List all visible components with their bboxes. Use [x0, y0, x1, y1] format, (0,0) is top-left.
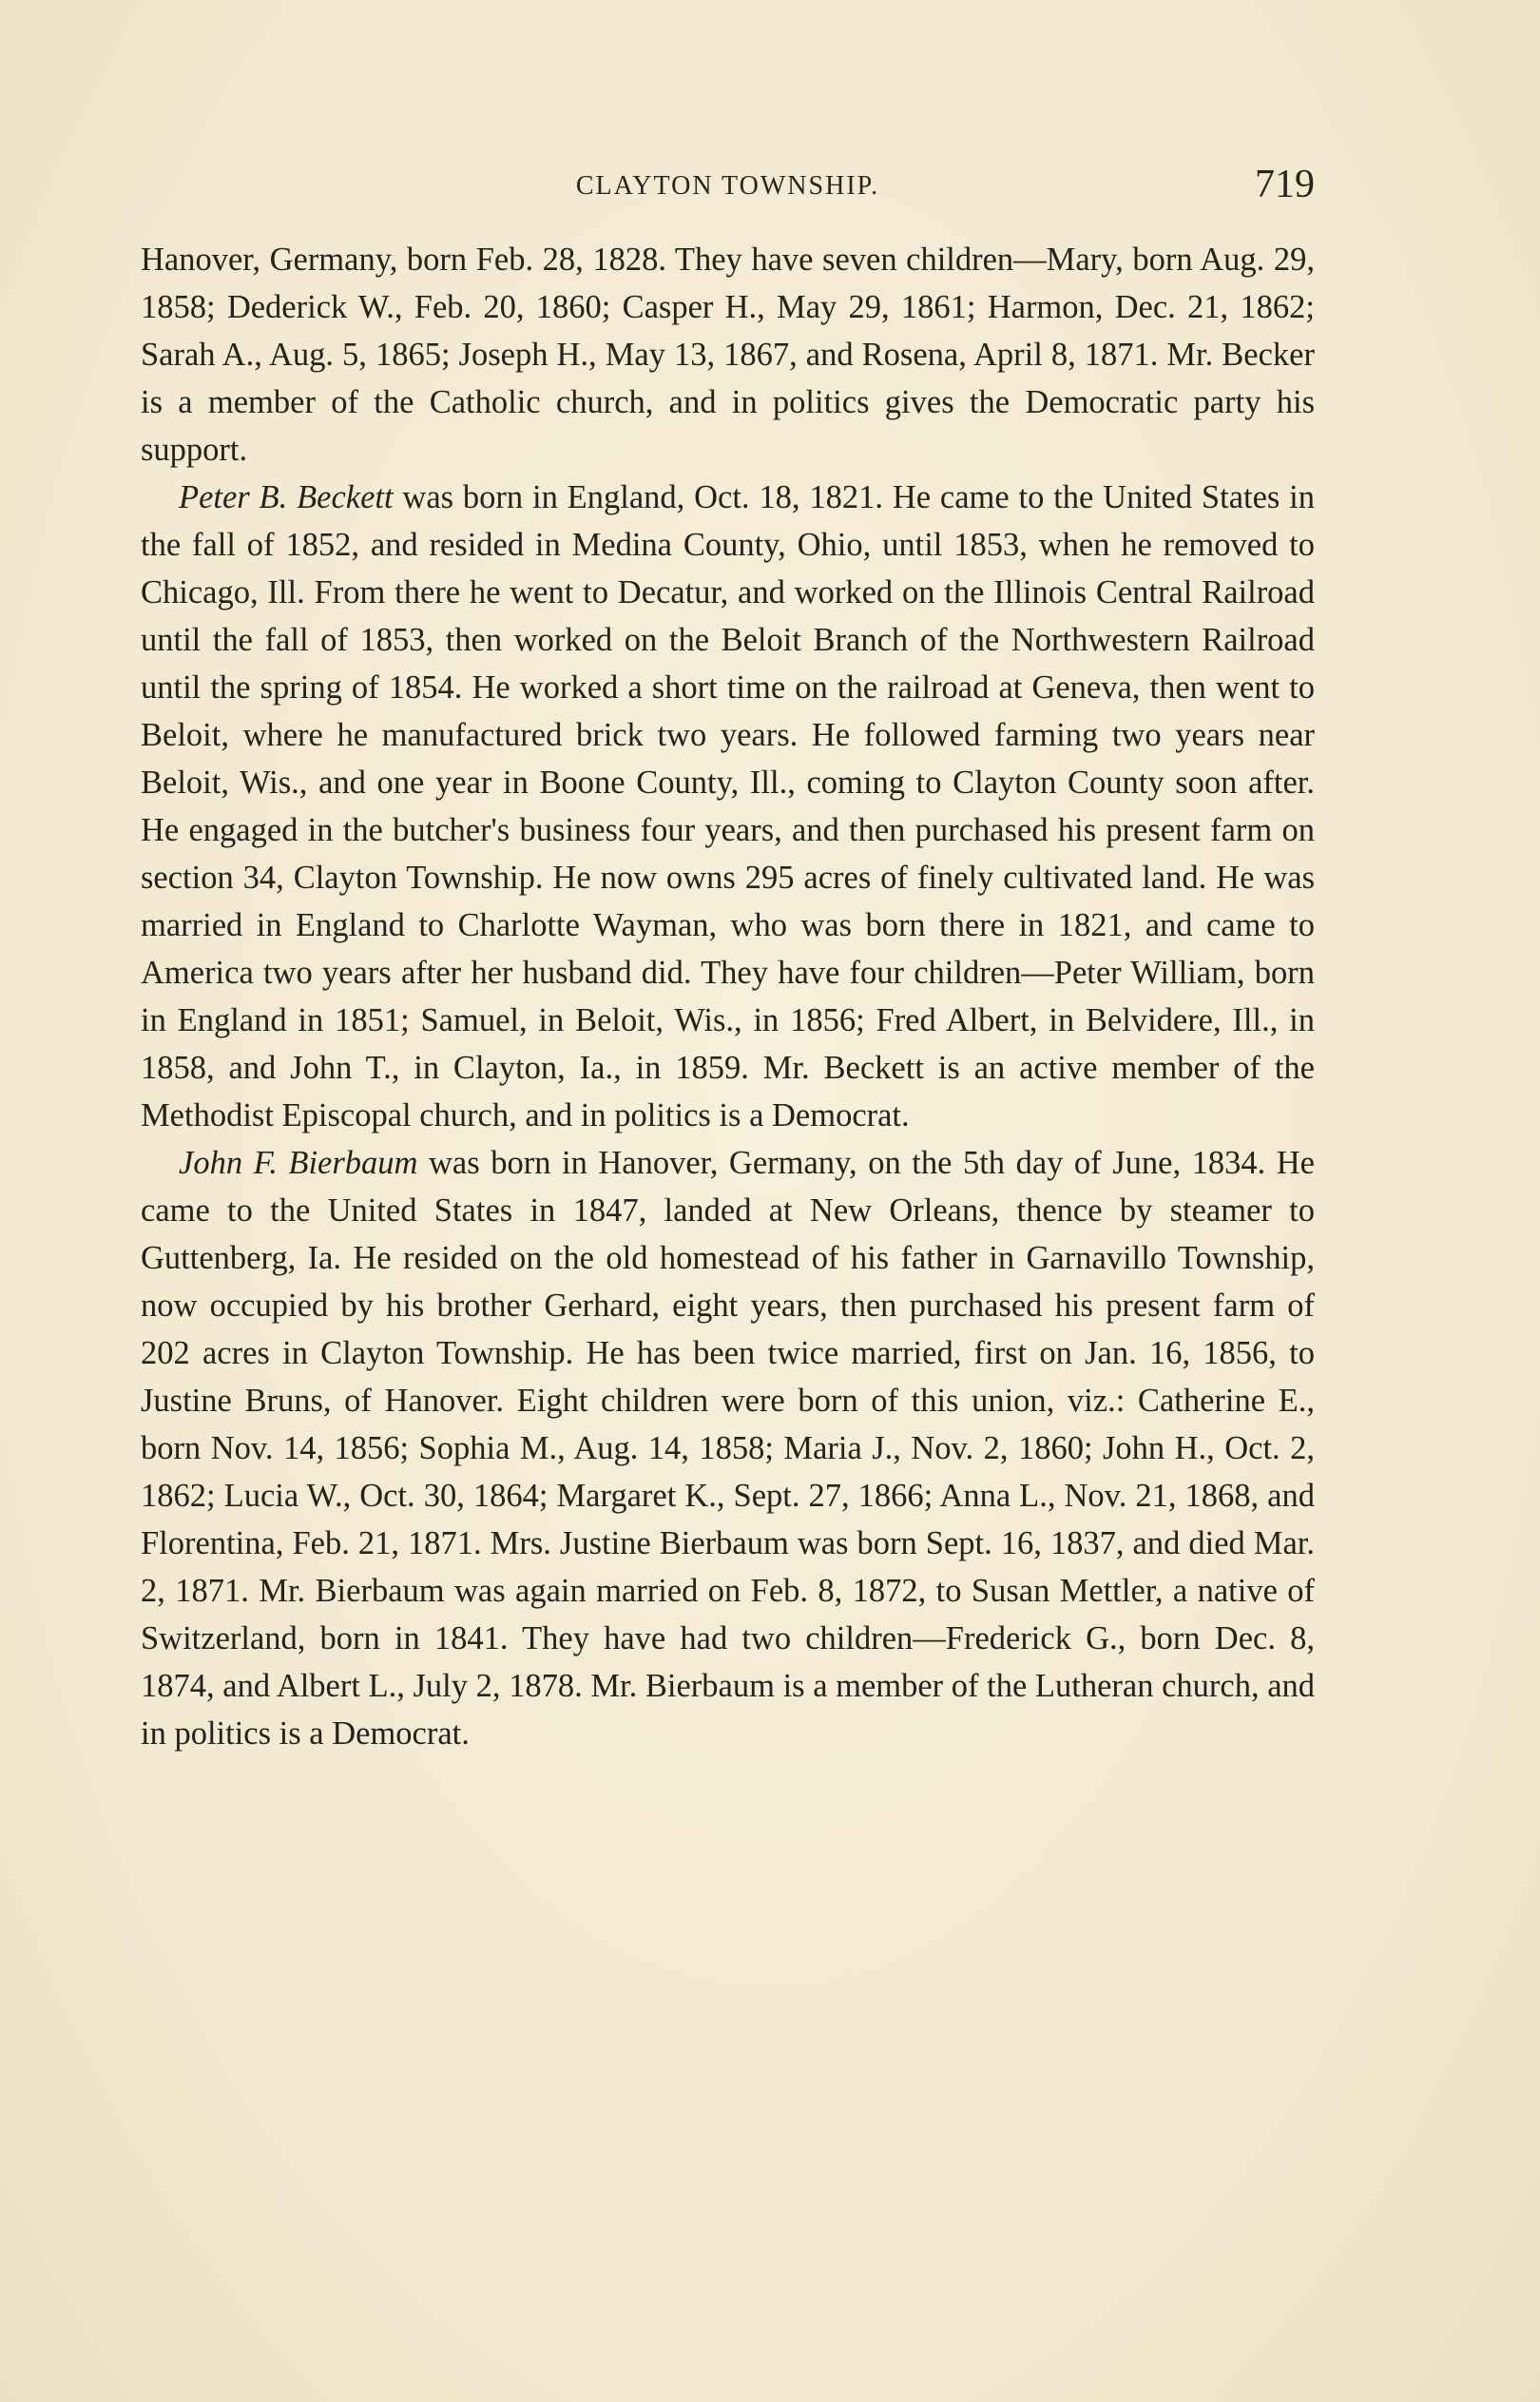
page-number: 719: [1255, 163, 1315, 206]
person-name: Peter B. Beckett: [179, 479, 394, 515]
paragraph-bierbaum: [141, 1139, 1315, 1757]
page-header: [141, 162, 1315, 219]
paragraph-text: was born in England, Oct. 18, 1821. He came to the United States in the fall of 1852, and resided in Medina County, Ohio, until 1853, when he removed to Chicago, Ill. From there he went to Decatur, and worked on the Illinois Central Railroad until the fall of 1853, then worked on the Beloit Branch of the Northwestern Railroad until the spring of 1854. He worked a short time on the railroad at Geneva, then went to Beloit, where he manufactured brick two years. He followed farming two years near Beloit, Wis., and one year in Boone County, Ill., coming to Clayton County soon after. He engaged in the butcher's business four years, and then purchased his present farm on section 34, Clayton Township. He now owns 295 acres of finely cultivated land. He was married in England to Charlotte Wayman, who was born there in 1821, and came to America two years after her husband did. They have four children—Peter William, born in England in 1851; Samuel, in Beloit, Wis., in 1856; Fred Albert, in Belvidere, Ill., in 1858, and John T., in Clayton, Ia., in 1859. Mr. Beckett is an active member of the Methodist Episcopal church, and in politics is a Democrat.: [141, 479, 1316, 1133]
person-name: John F. Bierbaum: [179, 1145, 418, 1181]
paragraph-text: Hanover, Germany, born Feb. 28, 1828. They have seven children—Mary, born Aug. 29, 1858; Dederick W., Feb. 20, 1860; Casper H., May 29, 1861; Harmon, Dec. 21, 1862; Sarah A., Aug. 5, 1865; Joseph H., May 13, 1867, and Rosena, April 8, 1871. Mr. Becker is a member of the Catholic church, and in politics gives the Democratic party his support.: [141, 242, 1315, 468]
paragraph-text: was born in Hanover, Germany, on the 5th day of June, 1834. He came to the United States in 1847, landed at New Orleans, thence by steamer to Guttenberg, Ia. He resided on the old homestead of his father in Garnavillo Township, now occupied by his brother Gerhard, eight years, then purchased his present farm of 202 acres in Clayton Township. He has been twice married, first on Jan. 16, 1856, to Justine Bruns, of Hanover. Eight children were born of this union, viz.: Catherine E., born Nov. 14, 1856; Sophia M., Aug. 14, 1858; Maria J., Nov. 2, 1860; John H., Oct. 2, 1862; Lucia W., Oct. 30, 1864; Margaret K., Sept. 27, 1866; Anna L., Nov. 21, 1868, and Florentina, Feb. 21, 1871. Mrs. Justine Bierbaum was born Sept. 16, 1837, and died Mar. 2, 1871. Mr. Bierbaum was again married on Feb. 8, 1872, to Susan Mettler, a native of Switzerland, born in 1841. They have had two children—Frederick G., born Dec. 8, 1874, and Albert L., July 2, 1878. Mr. Bierbaum is a member of the Lutheran church, and in politics is a Democrat.: [141, 1145, 1316, 1752]
paragraph-becker-continued: [141, 236, 1315, 474]
running-title: CLAYTON TOWNSHIP.: [575, 171, 880, 201]
paragraph-beckett: [141, 474, 1315, 1139]
body-text: [141, 236, 1315, 1757]
